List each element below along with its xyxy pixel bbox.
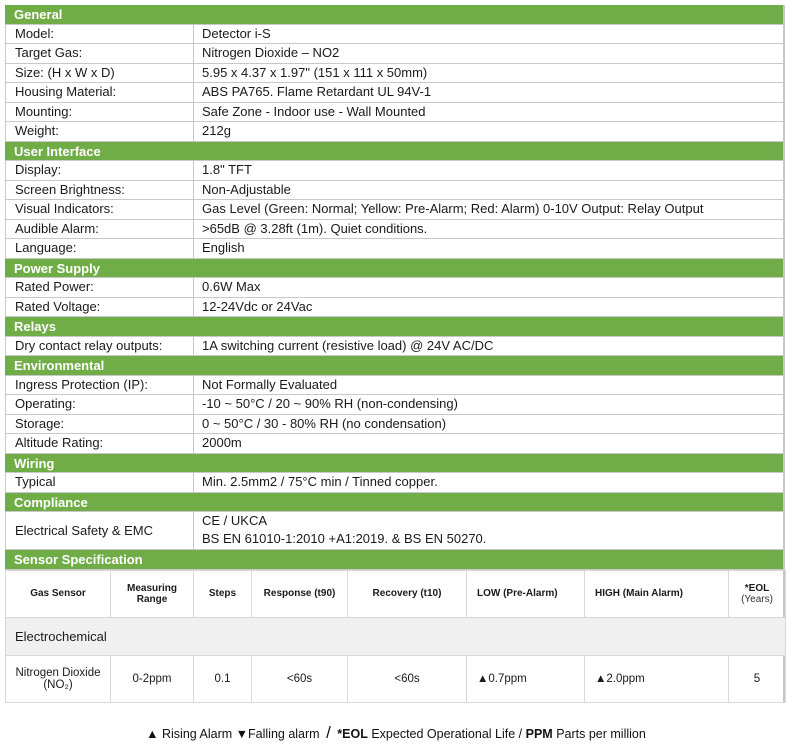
sensor-table — [5, 570, 786, 703]
section-header-general: General — [5, 5, 783, 25]
cell-steps: 0.1 — [194, 655, 252, 702]
spec-label: Typical — [5, 473, 194, 492]
gas-formula: (NO₂) — [43, 678, 73, 691]
spec-value: 0.6W Max — [202, 279, 261, 294]
spec-value: Non-Adjustable — [202, 181, 291, 197]
spec-value: English — [202, 240, 245, 255]
section-header-sensor-specification: Sensor Specification — [5, 550, 783, 570]
ppm-definition: Parts per million — [556, 727, 646, 741]
col-header-recovery: Recovery (t10) — [348, 570, 467, 617]
section-header-power-supply: Power Supply — [5, 259, 783, 279]
spec-row — [5, 103, 783, 123]
spec-label: Size: (H x W x D) — [5, 64, 194, 83]
eol-abbr: *EOL — [337, 727, 368, 741]
spec-value: ABS PA765. Flame Retardant UL 94V-1 — [202, 84, 432, 99]
spec-value: Not Formally Evaluated — [202, 376, 338, 392]
spec-label: Weight: — [5, 122, 194, 141]
spec-value: Detector i-S — [202, 25, 271, 41]
spec-row — [5, 239, 783, 259]
spec-label: Mounting: — [5, 103, 194, 122]
cell-gas — [6, 655, 111, 702]
sensor-data-row — [6, 655, 786, 702]
section-header-compliance: Compliance — [5, 493, 783, 513]
spec-row — [5, 200, 783, 220]
col-header-high: HIGH (Main Alarm) — [585, 570, 729, 617]
spec-label: Rated Power: — [5, 278, 194, 297]
sensor-header-row — [6, 570, 786, 617]
spec-row — [5, 512, 783, 550]
spec-label: Ingress Protection (IP): — [5, 376, 194, 395]
spec-value: 5.95 x 4.37 x 1.97" (151 x 111 x 50mm) — [202, 64, 428, 80]
spec-value: Min. 2.5mm2 / 75°C min / Tinned copper. — [202, 474, 438, 489]
spec-label: Audible Alarm: — [5, 220, 194, 239]
section-header-user-interface: User Interface — [5, 142, 783, 162]
cell-high: ▲2.0ppm — [585, 655, 729, 702]
falling-alarm-legend: ▼Falling alarm — [235, 727, 320, 741]
spec-row — [5, 122, 783, 142]
spec-value: 0 ~ 50°C / 30 - 80% RH (no condensation) — [202, 415, 447, 431]
spec-row — [5, 278, 783, 298]
eol-unit: (Years) — [741, 593, 773, 605]
cell-recovery: <60s — [348, 655, 467, 702]
spec-label: Dry contact relay outputs: — [5, 337, 194, 356]
spec-value: 212g — [202, 123, 231, 138]
col-header-response: Response (t90) — [252, 570, 348, 617]
col-header-low: LOW (Pre-Alarm) — [467, 570, 585, 617]
col-header-measuring-range: Measuring Range — [111, 570, 194, 617]
spec-label: Language: — [5, 239, 194, 258]
separator: / — [326, 723, 331, 742]
legend-footnote — [0, 723, 792, 743]
spec-row — [5, 298, 783, 318]
spec-table — [5, 5, 785, 703]
spec-row — [5, 376, 783, 396]
spec-value: 12-24Vdc or 24Vac — [202, 298, 313, 314]
spec-row — [5, 473, 783, 493]
spec-value: Nitrogen Dioxide – NO2 — [202, 45, 340, 60]
eol-definition: Expected Operational Life / — [371, 727, 523, 741]
cell-low: ▲0.7ppm — [467, 655, 585, 702]
sensor-group-row — [6, 617, 786, 655]
spec-label: Storage: — [5, 415, 194, 434]
spec-row — [5, 415, 783, 435]
spec-label: Target Gas: — [5, 44, 194, 63]
spec-label: Rated Voltage: — [5, 298, 194, 317]
compliance-line-1: CE / UKCA — [202, 513, 268, 528]
spec-label: Housing Material: — [5, 83, 194, 102]
spec-value: 1.8" TFT — [202, 162, 252, 177]
spec-label: Operating: — [5, 395, 194, 414]
compliance-line-2: BS EN 61010-1:2010 +A1:2019. & BS EN 50270. — [202, 531, 487, 546]
spec-value: Safe Zone - Indoor use - Wall Mounted — [202, 103, 426, 119]
spec-row — [5, 395, 783, 415]
spec-label: Display: — [5, 161, 194, 180]
spec-value: 2000m — [202, 435, 242, 450]
cell-response: <60s — [252, 655, 348, 702]
spec-row — [5, 434, 783, 454]
cell-range: 0-2ppm — [111, 655, 194, 702]
spec-row — [5, 64, 783, 84]
spec-row — [5, 337, 783, 357]
spec-row — [5, 181, 783, 201]
spec-row — [5, 220, 783, 240]
spec-value: 1A switching current (resistive load) @ 24V AC/DC — [202, 337, 494, 353]
section-header-wiring: Wiring — [5, 454, 783, 474]
gas-name: Nitrogen Dioxide — [15, 666, 101, 679]
spec-label: Altitude Rating: — [5, 434, 194, 453]
eol-label: *EOL — [744, 582, 770, 594]
col-header-gas-sensor: Gas Sensor — [6, 570, 111, 617]
cell-eol: 5 — [729, 655, 786, 702]
spec-row — [5, 83, 783, 103]
spec-row — [5, 44, 783, 64]
col-header-steps: Steps — [194, 570, 252, 617]
spec-label: Electrical Safety & EMC — [5, 512, 194, 549]
spec-label: Visual Indicators: — [5, 200, 194, 219]
spec-value — [194, 512, 783, 549]
section-header-environmental: Environmental — [5, 356, 783, 376]
spec-value: Gas Level (Green: Normal; Yellow: Pre-Alarm; Red: Alarm) 0-10V Output: Relay Output — [202, 201, 704, 216]
ppm-abbr: PPM — [525, 727, 553, 741]
section-header-relays: Relays — [5, 317, 783, 337]
rising-alarm-legend: ▲ Rising Alarm — [146, 727, 233, 741]
spec-row — [5, 25, 783, 45]
col-header-eol — [729, 570, 786, 617]
spec-row — [5, 161, 783, 181]
spec-value: >65dB @ 3.28ft (1m). Quiet conditions. — [202, 220, 428, 236]
spec-value: -10 ~ 50°C / 20 ~ 90% RH (non-condensing) — [202, 396, 458, 411]
spec-label: Screen Brightness: — [5, 181, 194, 200]
sensor-group-label: Electrochemical — [6, 617, 786, 655]
spec-label: Model: — [5, 25, 194, 44]
